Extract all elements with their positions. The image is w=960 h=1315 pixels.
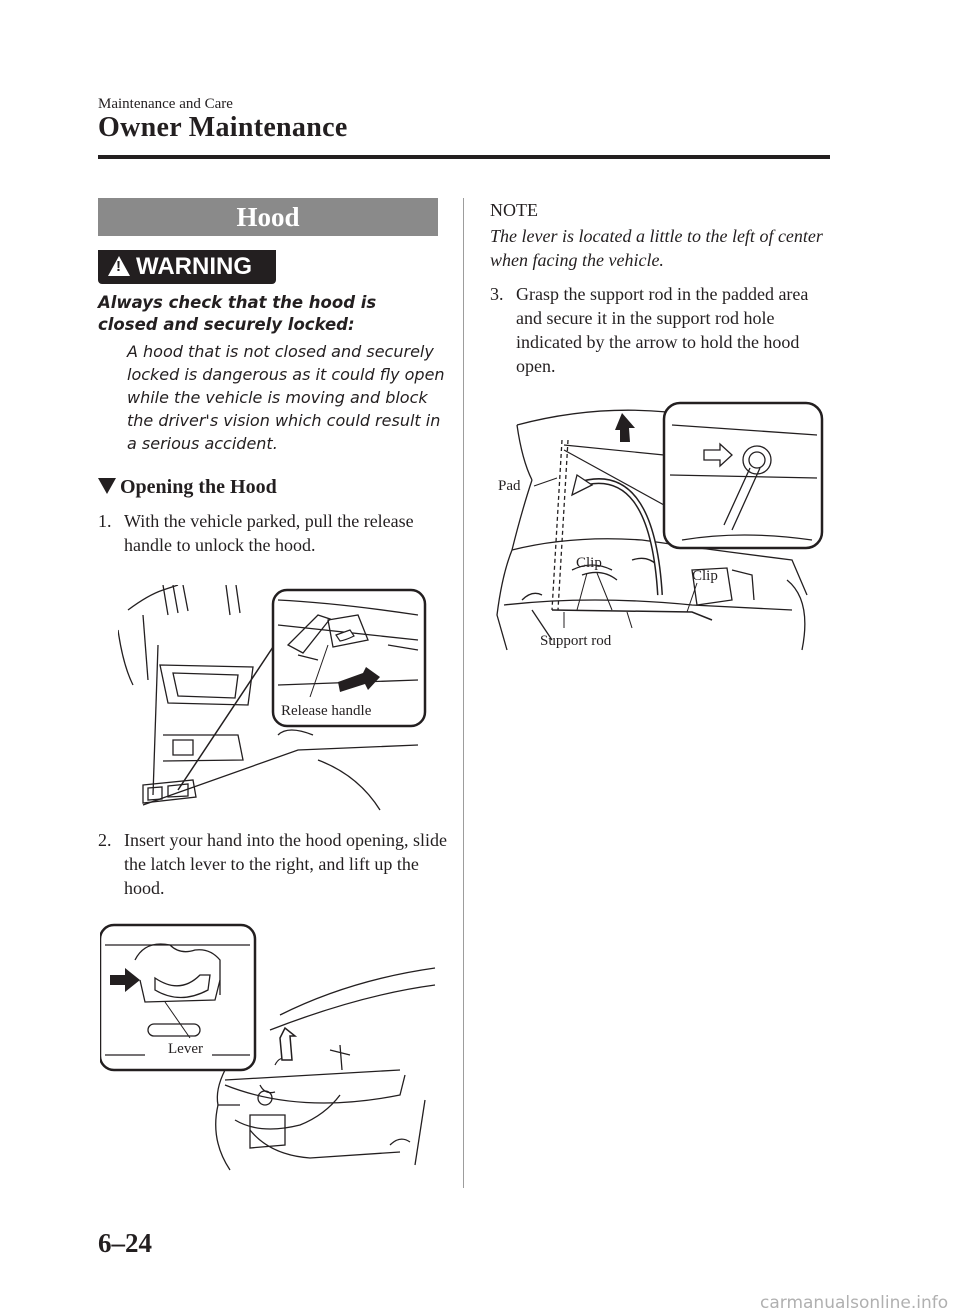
footer-watermark: carmanualsonline.info (760, 1293, 949, 1313)
release-handle-callout: Release handle (281, 703, 372, 719)
header-divider (98, 155, 830, 159)
hood-section-banner: Hood (98, 198, 438, 236)
step-text: Grasp the support rod in the padded area and secure it in the support rod hole indicated by the arrow to hold the hood open. (516, 284, 809, 376)
step-number: 3. (490, 284, 504, 304)
note-label: NOTE (490, 200, 538, 220)
page-title: Owner Maintenance (98, 112, 348, 143)
step-text: With the vehicle parked, pull the release handle to unlock the hood. (124, 511, 414, 555)
support-rod-callout: Support rod (540, 633, 612, 649)
release-handle-figure (118, 585, 430, 815)
note-text: The lever is located a little to the left of center when facing the vehicle. (490, 226, 823, 270)
triangle-bullet-icon (98, 478, 116, 494)
warning-body: A hood that is not closed and securely locked is dangerous as it could fly open while the vehicle is moving and block the driver's vision which could result in a serious accident. (127, 342, 445, 453)
warning-badge: ! WARNING (98, 250, 276, 284)
page-number: 6–24 (98, 1228, 152, 1258)
support-rod-figure (492, 400, 832, 655)
warning-label: WARNING (136, 253, 252, 280)
step-text: Insert your hand into the hood opening, slide the latch lever to the right, and lift up the hood. (124, 830, 447, 898)
warning-heading: Always check that the hood is closed and securely locked: (98, 293, 377, 334)
step-number: 2. (98, 830, 112, 850)
clip-right-callout: Clip (692, 568, 718, 584)
opening-hood-heading (98, 476, 277, 499)
opening-hood-heading-text: Opening the Hood (120, 476, 277, 498)
column-divider (463, 198, 464, 1188)
pad-callout: Pad (498, 478, 521, 494)
hood-lever-figure (100, 920, 440, 1175)
clip-left-callout: Clip (576, 555, 602, 571)
lever-callout: Lever (168, 1041, 203, 1057)
section-label: Maintenance and Care (98, 96, 233, 112)
step-number: 1. (98, 511, 112, 531)
